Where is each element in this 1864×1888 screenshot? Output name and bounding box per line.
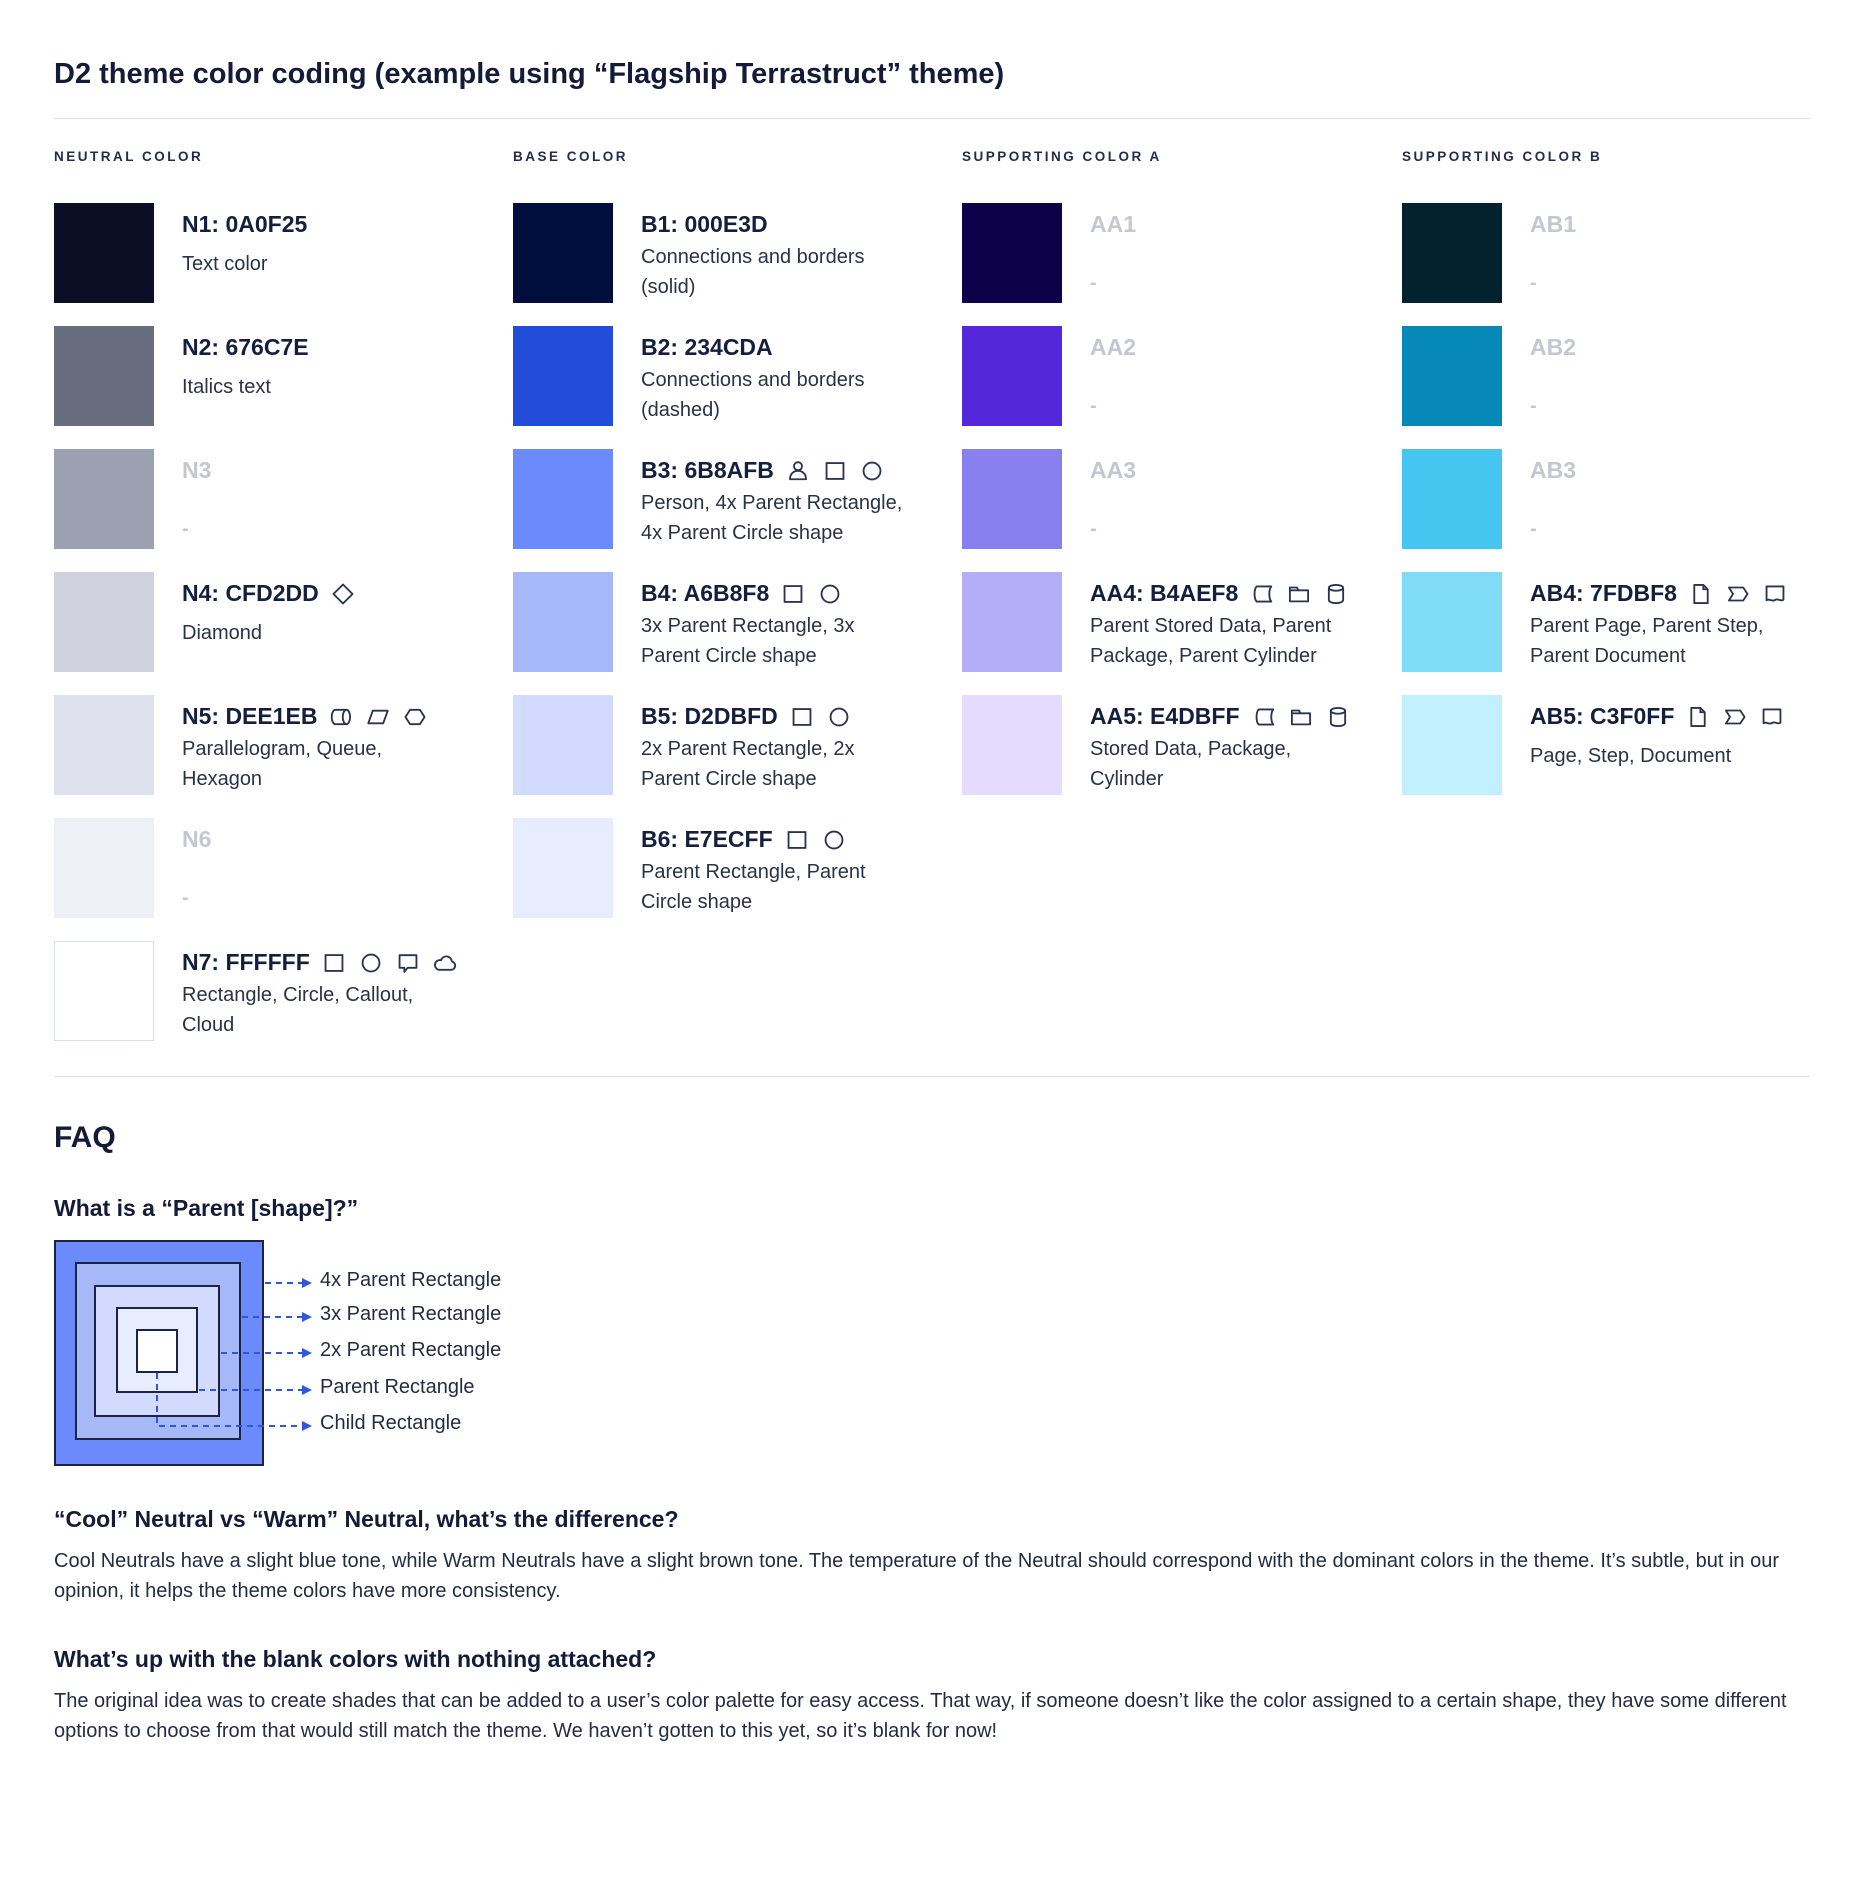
- color-swatch: [962, 695, 1062, 795]
- color-swatch: [54, 326, 154, 426]
- swatch-label: N2: 676C7E: [182, 334, 309, 360]
- swatch-row-b6: [513, 818, 962, 918]
- swatch-desc: -: [1090, 395, 1097, 417]
- swatch-row-b4: [513, 572, 962, 672]
- swatch-row-n7: [54, 941, 513, 1041]
- swatch-desc: -: [182, 518, 189, 540]
- rectangle-icon: [780, 581, 806, 607]
- swatch-desc: Stored Data, Package, Cylinder: [1090, 738, 1292, 790]
- color-swatch: [962, 326, 1062, 426]
- faq-answer-blank-colors: The original idea was to create shades that can be added to a user’s color palette for easy access. That way, if someone doesn’t like the color assigned to a certain shape, they have some different options to choose from that would still match the theme. We haven’t gotten to this yet, so it’s blank for now!: [54, 1690, 1787, 1742]
- color-swatch: [1402, 449, 1502, 549]
- faq-question-blank-colors: What’s up with the blank colors with nothing attached?: [54, 1646, 657, 1672]
- column-neutral-color: [54, 149, 513, 1064]
- swatch-desc: 2x Parent Rectangle, 2x Parent Circle shape: [641, 738, 855, 790]
- swatch-desc: Parallelogram, Queue, Hexagon: [182, 738, 383, 790]
- circle-icon: [821, 827, 847, 853]
- swatch-label: B3: 6B8AFB: [641, 457, 774, 483]
- step-icon: [1722, 704, 1748, 730]
- color-swatch: [54, 695, 154, 795]
- swatch-label: B6: E7ECFF: [641, 826, 773, 852]
- swatch-row-ab4: [1402, 572, 1818, 672]
- diagram-label: Parent Rectangle: [320, 1376, 475, 1398]
- diagram-label: Child Rectangle: [320, 1412, 462, 1434]
- color-swatch: [54, 818, 154, 918]
- color-swatch: [513, 572, 613, 672]
- circle-icon: [826, 704, 852, 730]
- swatch-label: N6: [182, 826, 212, 852]
- swatch-label: AA4: B4AEF8: [1090, 580, 1239, 606]
- swatch-label: N5: DEE1EB: [182, 703, 318, 729]
- circle-icon: [859, 458, 885, 484]
- swatch-label: N4: CFD2DD: [182, 580, 319, 606]
- cylinder-icon: [1325, 704, 1351, 730]
- document-icon: [1762, 581, 1788, 607]
- swatch-desc: Parent Rectangle, Parent Circle shape: [641, 861, 866, 913]
- color-swatch: [1402, 695, 1502, 795]
- swatch-desc: -: [1090, 272, 1097, 294]
- column-header: BASE COLOR: [513, 149, 629, 164]
- swatch-desc: -: [1090, 518, 1097, 540]
- swatch-label: AB1: [1530, 211, 1577, 237]
- swatch-desc: Connections and borders (solid): [641, 246, 865, 298]
- swatch-row-ab5: [1402, 695, 1818, 795]
- swatch-label: AB2: [1530, 334, 1577, 360]
- faq-answer-cool-vs-warm: Cool Neutrals have a slight blue tone, while Warm Neutrals have a slight brown tone. The temperature of the Neutral should correspond with the dominant colors in the theme. It’s subtle, but in our opinion, it helps the theme colors have more consistency.: [54, 1550, 1779, 1602]
- swatch-row-b3: [513, 449, 962, 549]
- swatch-row-n1: [54, 203, 513, 303]
- callout-icon: [395, 950, 421, 976]
- swatch-label: B1: 000E3D: [641, 211, 768, 237]
- column-supporting-color-a: [962, 149, 1402, 1064]
- rectangle-icon: [784, 827, 810, 853]
- page-title: D2 theme color coding (example using “Flagship Terrastruct” theme): [54, 58, 1005, 90]
- color-swatch: [54, 203, 154, 303]
- stored-data-icon: [1251, 704, 1277, 730]
- faq-question-parent-shape: What is a “Parent [shape]?”: [54, 1195, 359, 1221]
- swatch-desc: -: [1530, 272, 1537, 294]
- swatch-label: AA5: E4DBFF: [1090, 703, 1240, 729]
- diagram-label: 3x Parent Rectangle: [320, 1303, 502, 1325]
- queue-icon: [328, 704, 354, 730]
- faq-question-cool-vs-warm: “Cool” Neutral vs “Warm” Neutral, what’s the difference?: [54, 1506, 679, 1532]
- swatch-row-aa2: [962, 326, 1402, 426]
- color-grid: [54, 149, 1810, 1064]
- swatch-row-b1: [513, 203, 962, 303]
- diamond-icon: [330, 581, 356, 607]
- package-icon: [1288, 704, 1314, 730]
- diagram-label: 4x Parent Rectangle: [320, 1269, 502, 1291]
- swatch-desc: Diamond: [182, 622, 263, 644]
- step-icon: [1725, 581, 1751, 607]
- swatch-row-b5: [513, 695, 962, 795]
- rectangle-icon: [822, 458, 848, 484]
- color-swatch: [1402, 572, 1502, 672]
- color-swatch: [513, 203, 613, 303]
- swatch-label: N3: [182, 457, 212, 483]
- rectangle-icon: [321, 950, 347, 976]
- section-divider: [54, 1076, 1810, 1077]
- color-swatch: [513, 695, 613, 795]
- column-header: NEUTRAL COLOR: [54, 149, 204, 164]
- cloud-icon: [432, 950, 458, 976]
- swatch-label: AA1: [1090, 211, 1137, 237]
- swatch-row-n5: [54, 695, 513, 795]
- swatch-row-ab2: [1402, 326, 1818, 426]
- color-swatch: [54, 572, 154, 672]
- column-header: SUPPORTING COLOR B: [1402, 149, 1603, 164]
- color-swatch: [962, 449, 1062, 549]
- parallelogram-icon: [365, 704, 391, 730]
- swatch-row-aa4: [962, 572, 1402, 672]
- diagram-child-rectangle: [136, 1329, 178, 1373]
- circle-icon: [358, 950, 384, 976]
- swatch-row-ab1: [1402, 203, 1818, 303]
- document-page: [0, 56, 1864, 1746]
- swatch-desc: Parent Stored Data, Parent Package, Parent Cylinder: [1090, 615, 1332, 667]
- color-swatch: [54, 449, 154, 549]
- swatch-desc: Italics text: [182, 376, 271, 398]
- color-swatch: [513, 326, 613, 426]
- swatch-label: B4: A6B8F8: [641, 580, 770, 606]
- person-icon: [785, 458, 811, 484]
- swatch-desc: -: [1530, 395, 1537, 417]
- swatch-desc: Text color: [182, 253, 268, 275]
- column-base-color: [513, 149, 962, 1064]
- circle-icon: [817, 581, 843, 607]
- color-swatch: [513, 818, 613, 918]
- swatch-label: B5: D2DBFD: [641, 703, 778, 729]
- swatch-desc: -: [1530, 518, 1537, 540]
- color-swatch: [54, 941, 154, 1041]
- swatch-desc: Person, 4x Parent Rectangle, 4x Parent Circle shape: [641, 492, 903, 544]
- swatch-row-aa3: [962, 449, 1402, 549]
- swatch-desc: Rectangle, Circle, Callout, Cloud: [182, 984, 414, 1036]
- swatch-label: AA3: [1090, 457, 1137, 483]
- swatch-label: AB4: 7FDBF8: [1530, 580, 1677, 606]
- title-divider: [54, 118, 1810, 119]
- column-supporting-color-b: [1402, 149, 1818, 1064]
- color-swatch: [962, 203, 1062, 303]
- swatch-row-aa5: [962, 695, 1402, 795]
- color-swatch: [962, 572, 1062, 672]
- swatch-row-n2: [54, 326, 513, 426]
- swatch-label: N1: 0A0F25: [182, 211, 308, 237]
- swatch-row-aa1: [962, 203, 1402, 303]
- swatch-row-b2: [513, 326, 962, 426]
- swatch-row-n4: [54, 572, 513, 672]
- color-swatch: [1402, 326, 1502, 426]
- swatch-label: N7: FFFFFF: [182, 949, 310, 975]
- swatch-row-n3: [54, 449, 513, 549]
- color-swatch: [1402, 203, 1502, 303]
- column-header: SUPPORTING COLOR A: [962, 149, 1162, 164]
- swatch-desc: -: [182, 887, 189, 909]
- page-icon: [1685, 704, 1711, 730]
- swatch-label: AA2: [1090, 334, 1137, 360]
- swatch-label: AB5: C3F0FF: [1530, 703, 1675, 729]
- swatch-row-n6: [54, 818, 513, 918]
- package-icon: [1286, 581, 1312, 607]
- swatch-label: B2: 234CDA: [641, 334, 773, 360]
- diagram-label: 2x Parent Rectangle: [320, 1339, 502, 1361]
- cylinder-icon: [1323, 581, 1349, 607]
- stored-data-icon: [1249, 581, 1275, 607]
- color-swatch: [513, 449, 613, 549]
- hexagon-icon: [402, 704, 428, 730]
- faq-heading: FAQ: [54, 1121, 116, 1154]
- page-icon: [1688, 581, 1714, 607]
- swatch-label: AB3: [1530, 457, 1577, 483]
- parent-shape-diagram: [54, 1240, 714, 1466]
- swatch-row-ab3: [1402, 449, 1818, 549]
- swatch-desc: Connections and borders (dashed): [641, 369, 865, 421]
- swatch-desc: 3x Parent Rectangle, 3x Parent Circle shape: [641, 615, 855, 667]
- document-icon: [1759, 704, 1785, 730]
- rectangle-icon: [789, 704, 815, 730]
- swatch-desc: Parent Page, Parent Step, Parent Document: [1530, 615, 1764, 667]
- swatch-desc: Page, Step, Document: [1530, 745, 1732, 767]
